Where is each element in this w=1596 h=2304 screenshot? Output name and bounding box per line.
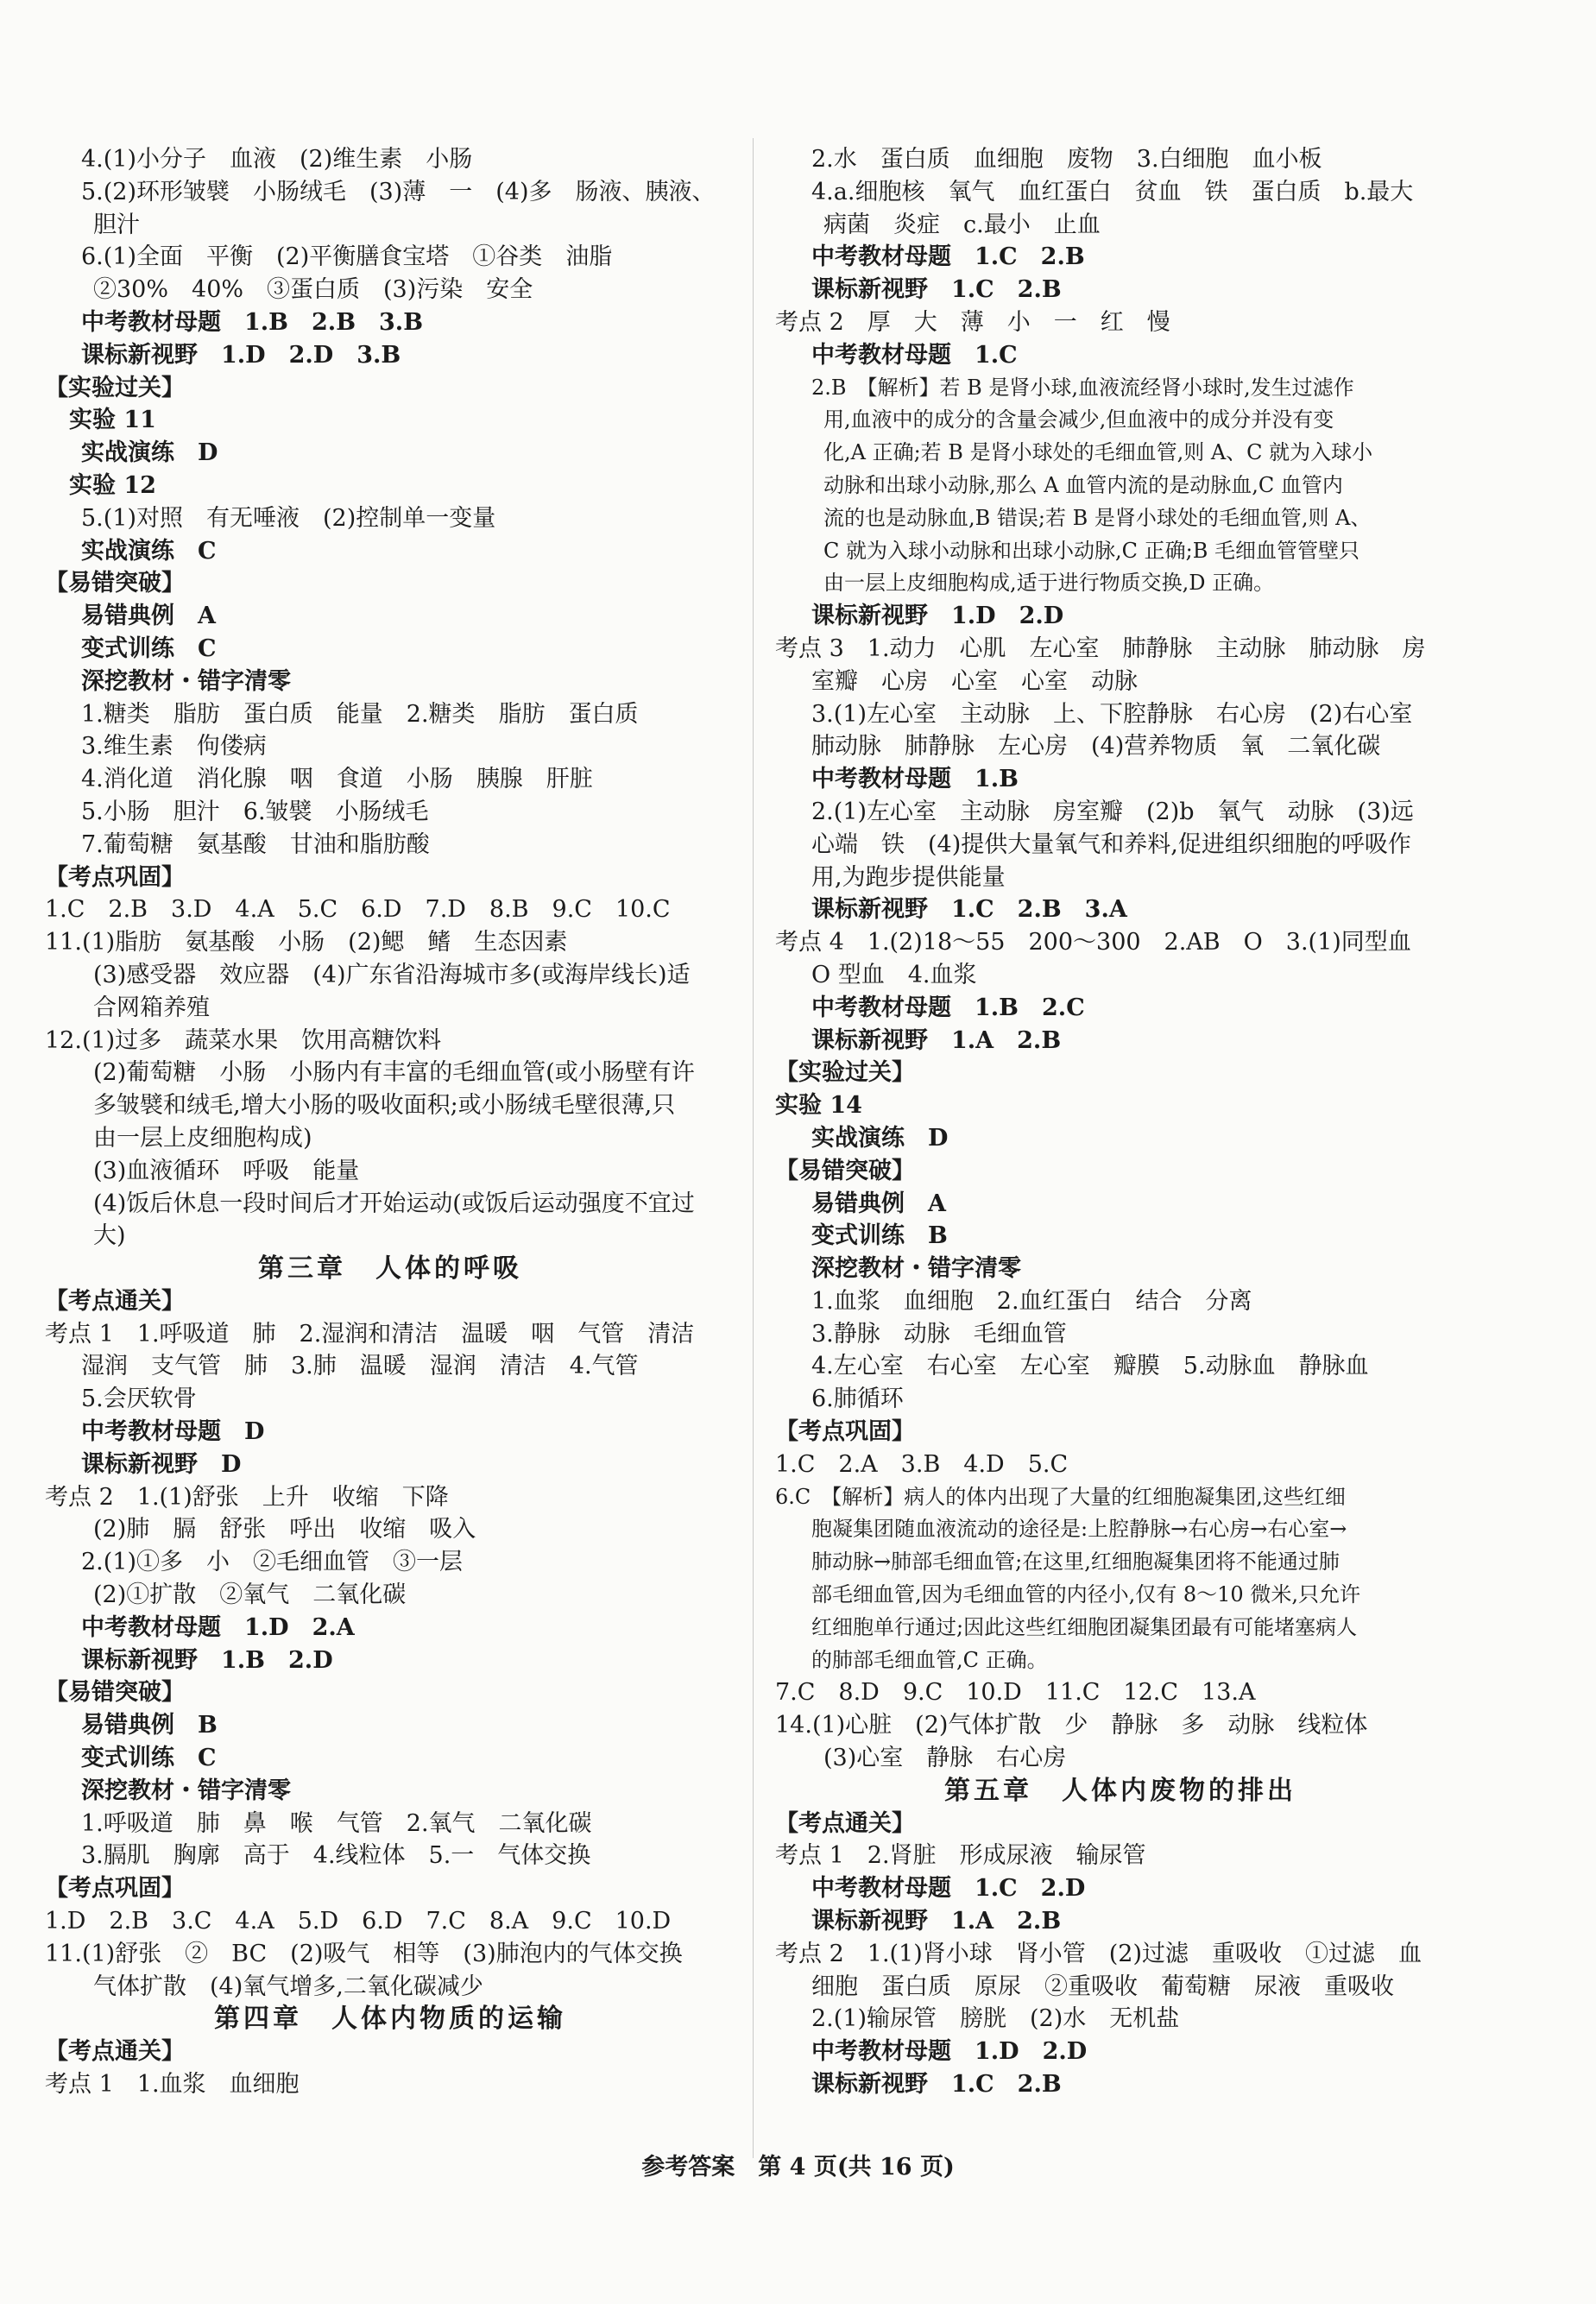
answer-line: 考点 2 厚 大 薄 小 一 红 慢 xyxy=(775,308,1170,336)
section-heading: 变式训练 B xyxy=(811,1222,948,1250)
answer-line: 5.(1)对照 有无唾液 (2)控制单一变量 xyxy=(81,504,496,532)
section-heading: 【易错突破】 xyxy=(775,1157,915,1184)
section-heading: 中考教材母题 1.B 2.B 3.B xyxy=(81,308,424,336)
answer-line: 考点 2 1.(1)肾小球 肾小管 (2)过滤 重吸收 ①过滤 血 xyxy=(775,1940,1423,1967)
answer-line: 室瓣 心房 心室 心室 动脉 xyxy=(811,667,1138,695)
section-heading: 中考教材母题 1.D 2.A xyxy=(81,1613,355,1641)
answer-line: 动脉和出球小动脉,那么 A 血管内流的是动脉血,C 血管内 xyxy=(823,472,1343,497)
answer-line: 考点 1 1.呼吸道 肺 2.湿润和清洁 温暖 咽 气管 清洁 xyxy=(45,1320,695,1348)
section-heading: 中考教材母题 1.C xyxy=(811,341,1018,369)
answer-line: 7.C 8.D 9.C 10.D 11.C 12.C 13.A xyxy=(775,1679,1256,1707)
section-heading: 中考教材母题 1.B xyxy=(811,766,1019,793)
section-heading: 课标新视野 1.B 2.D xyxy=(81,1646,333,1674)
section-heading: 【易错突破】 xyxy=(45,570,185,597)
section-heading: 实验 14 xyxy=(775,1092,862,1120)
section-heading: 课标新视野 1.D 2.D xyxy=(811,603,1064,630)
answer-line: (2)肺 膈 舒张 呼出 收缩 吸入 xyxy=(93,1516,476,1543)
answer-line: 6.肺循环 xyxy=(811,1386,904,1413)
section-heading: 实验 12 xyxy=(69,471,156,499)
answer-line: 红细胞单行通过;因此这些红细胞团凝集团最有可能堵塞病人 xyxy=(811,1614,1358,1639)
section-heading: 实战演练 D xyxy=(811,1124,949,1152)
section-heading: 中考教材母题 D xyxy=(81,1418,265,1446)
answer-line: 病菌 炎症 c.最小 止血 xyxy=(823,211,1101,238)
answer-line: 5.小肠 胆汁 6.皱襞 小肠绒毛 xyxy=(81,798,429,825)
answer-line: 6.C 【解析】病人的体内出现了大量的红细胞凝集团,这些红细 xyxy=(775,1484,1346,1509)
answer-line: 3.膈肌 胸廓 高于 4.线粒体 5.一 气体交换 xyxy=(81,1842,591,1870)
answer-line: 流的也是动脉血,B 错误;若 B 是肾小球处的毛细血管,则 A、 xyxy=(823,505,1372,530)
answer-line: 1.糖类 脂肪 蛋白质 能量 2.糖类 脂肪 蛋白质 xyxy=(81,700,639,728)
section-heading: 课标新视野 1.C 2.B xyxy=(811,2071,1062,2099)
section-heading: 【实验过关】 xyxy=(775,1059,915,1087)
section-heading: 实验 11 xyxy=(69,407,156,434)
answer-line: 用,为跑步提供能量 xyxy=(811,863,1006,891)
section-heading: 【考点通关】 xyxy=(45,2038,185,2066)
answer-line: 12.(1)过多 蔬菜水果 饮用高糖饮料 xyxy=(45,1026,442,1054)
answer-line: 的肺部毛细血管,C 正确。 xyxy=(811,1647,1048,1672)
answer-line: 考点 1 2.肾脏 形成尿液 输尿管 xyxy=(775,1842,1146,1870)
answer-line: 3.静脉 动脉 毛细血管 xyxy=(811,1320,1067,1348)
section-heading: 课标新视野 1.A 2.B xyxy=(811,1908,1062,1935)
section-heading: 课标新视野 1.C 2.B 3.A xyxy=(811,896,1127,924)
answer-line: 11.(1)脂肪 氨基酸 小肠 (2)鳃 鳍 生态因素 xyxy=(45,929,568,956)
answer-line: (3)感受器 效应器 (4)广东省沿海城市多(或海岸线长)适 xyxy=(93,961,691,988)
section-heading: 【考点巩固】 xyxy=(45,863,185,891)
answer-line: 肺动脉→肺部毛细血管;在这里,红细胞凝集团将不能通过肺 xyxy=(811,1550,1340,1575)
answer-line: 5.(2)环形皱襞 小肠绒毛 (3)薄 一 (4)多 肠液、胰液、 xyxy=(81,178,716,205)
answer-line: 4.左心室 右心室 左心室 瓣膜 5.动脉血 静脉血 xyxy=(811,1353,1369,1380)
answer-line: 合网箱养殖 xyxy=(93,994,210,1021)
answer-line: ②30% 40% ③蛋白质 (3)污染 安全 xyxy=(93,276,533,304)
answer-line: 1.血浆 血细胞 2.血红蛋白 结合 分离 xyxy=(811,1287,1252,1315)
chapter-title: 第三章 人体的呼吸 xyxy=(258,1253,522,1285)
answer-line: 心端 铁 (4)提供大量氧气和养料,促进组织细胞的呼吸作 xyxy=(811,830,1411,858)
answer-line: 2.水 蛋白质 血细胞 废物 3.白细胞 血小板 xyxy=(811,146,1322,173)
answer-line: 考点 1 1.血浆 血细胞 xyxy=(45,2071,300,2099)
section-heading: 课标新视野 1.D 2.D 3.B xyxy=(81,341,401,369)
answer-line: 1.C 2.B 3.D 4.A 5.C 6.D 7.D 8.B 9.C 10.C xyxy=(45,896,671,924)
answer-line: (4)饭后休息一段时间后才开始运动(或饭后运动强度不宜过 xyxy=(93,1190,695,1217)
section-heading: 变式训练 C xyxy=(81,1745,217,1772)
section-heading: 中考教材母题 1.B 2.C xyxy=(811,994,1085,1021)
answer-line: 化,A 正确;若 B 是肾小球处的毛细血管,则 A、C 就为入球小 xyxy=(823,440,1373,465)
answer-line: (3)血液循环 呼吸 能量 xyxy=(93,1157,360,1184)
answer-line: 气体扩散 (4)氧气增多,二氧化碳减少 xyxy=(93,1973,483,2000)
chapter-title: 第五章 人体内废物的排出 xyxy=(944,1775,1296,1806)
answer-line: 2.(1)输尿管 膀胱 (2)水 无机盐 xyxy=(811,2005,1180,2033)
answer-line: 2.(1)左心室 主动脉 房室瓣 (2)b 氧气 动脉 (3)远 xyxy=(811,798,1414,825)
column-divider xyxy=(753,138,754,2158)
answer-line: 湿润 支气管 肺 3.肺 温暖 湿润 清洁 4.气管 xyxy=(81,1353,639,1380)
answer-line: 7.葡萄糖 氨基酸 甘油和脂肪酸 xyxy=(81,830,430,858)
section-heading: 深挖教材・错字清零 xyxy=(81,667,291,695)
section-heading: 中考教材母题 1.D 2.D xyxy=(811,2038,1088,2066)
answer-line: 考点 2 1.(1)舒张 上升 收缩 下降 xyxy=(45,1483,449,1511)
answer-line: 11.(1)舒张 ② BC (2)吸气 相等 (3)肺泡内的气体交换 xyxy=(45,1940,683,1967)
section-heading: 易错典例 A xyxy=(811,1190,946,1217)
section-heading: 课标新视野 1.A 2.B xyxy=(811,1026,1062,1054)
answer-line: 1.C 2.A 3.B 4.D 5.C xyxy=(775,1450,1069,1478)
page-footer: 参考答案 第 4 页(共 16 页) xyxy=(641,2154,955,2181)
section-heading: 课标新视野 D xyxy=(81,1450,242,1478)
section-heading: 【易错突破】 xyxy=(45,1679,185,1707)
answer-line: 考点 3 1.动力 心肌 左心室 肺静脉 主动脉 肺动脉 房 xyxy=(775,634,1426,662)
answer-line: 4.消化道 消化腺 咽 食道 小肠 胰腺 肝脏 xyxy=(81,766,593,793)
section-heading: 易错典例 B xyxy=(81,1712,218,1739)
answer-line: (2)①扩散 ②氧气 二氧化碳 xyxy=(93,1581,407,1609)
answer-line: 3.(1)左心室 主动脉 上、下腔静脉 右心房 (2)右心室 xyxy=(811,700,1413,728)
answer-line: 由一层上皮细胞构成,适于进行物质交换,D 正确。 xyxy=(823,571,1275,596)
right-column xyxy=(775,143,1466,2101)
answer-line: 部毛细血管,因为毛细血管的内径小,仅有 8～10 微米,只允许 xyxy=(811,1582,1360,1607)
answer-line: O 型血 4.血浆 xyxy=(811,961,977,988)
answer-line: 4.(1)小分子 血液 (2)维生素 小肠 xyxy=(81,146,473,173)
section-heading: 易错典例 A xyxy=(81,603,216,630)
answer-line: C 就为入球小动脉和出球小动脉,C 正确;B 毛细血管管壁只 xyxy=(823,538,1359,563)
answer-line: 细胞 蛋白质 原尿 ②重吸收 葡萄糖 尿液 重吸收 xyxy=(811,1973,1394,2000)
answer-line: 胞凝集团随血液流动的途径是:上腔静脉→右心房→右心室→ xyxy=(811,1517,1347,1542)
section-heading: 【实验过关】 xyxy=(45,374,185,401)
answer-line: 大) xyxy=(93,1222,126,1250)
section-heading: 中考教材母题 1.C 2.D xyxy=(811,1875,1086,1903)
section-heading: 【考点巩固】 xyxy=(45,1875,185,1903)
section-heading: 【考点通关】 xyxy=(775,1809,915,1837)
section-heading: 深挖教材・错字清零 xyxy=(81,1777,291,1804)
left-column xyxy=(45,143,735,2101)
section-heading: 中考教材母题 1.C 2.B xyxy=(811,243,1085,271)
section-heading: 【考点通关】 xyxy=(45,1287,185,1315)
answer-line: 5.会厌软骨 xyxy=(81,1386,197,1413)
section-heading: 课标新视野 1.C 2.B xyxy=(811,276,1062,304)
section-heading: 实战演练 D xyxy=(81,439,218,467)
section-heading: 【考点巩固】 xyxy=(775,1418,915,1446)
answer-line: 2.B 【解析】若 B 是肾小球,血液流经肾小球时,发生过滤作 xyxy=(811,375,1354,400)
answer-line: 1.呼吸道 肺 鼻 喉 气管 2.氧气 二氧化碳 xyxy=(81,1809,592,1837)
section-heading: 实战演练 C xyxy=(81,537,217,565)
answer-line: 4.a.细胞核 氧气 血红蛋白 贫血 铁 蛋白质 b.最大 xyxy=(811,178,1414,205)
answer-line: 2.(1)①多 小 ②毛细血管 ③一层 xyxy=(81,1549,464,1576)
answer-line: 6.(1)全面 平衡 (2)平衡膳食宝塔 ①谷类 油脂 xyxy=(81,243,613,271)
answer-line: 肺动脉 肺静脉 左心房 (4)营养物质 氧 二氧化碳 xyxy=(811,733,1381,761)
section-heading: 变式训练 C xyxy=(81,634,217,662)
answer-line: 由一层上皮细胞构成) xyxy=(93,1124,312,1152)
answer-line: (2)葡萄糖 小肠 小肠内有丰富的毛细血管(或小肠壁有许 xyxy=(93,1059,695,1087)
answer-line: 3.维生素 佝偻病 xyxy=(81,733,267,761)
answer-line: 考点 4 1.(2)18～55 200～300 2.AB O 3.(1)同型血 xyxy=(775,929,1411,956)
answer-line: (3)心室 静脉 右心房 xyxy=(823,1745,1067,1772)
answer-line: 14.(1)心脏 (2)气体扩散 少 静脉 多 动脉 线粒体 xyxy=(775,1712,1368,1739)
answer-line: 多皱襞和绒毛,增大小肠的吸收面积;或小肠绒毛壁很薄,只 xyxy=(93,1092,676,1120)
chapter-title: 第四章 人体内物质的运输 xyxy=(214,2004,566,2035)
answer-line: 胆汁 xyxy=(93,211,140,238)
answer-line: 用,血液中的成分的含量会减少,但血液中的成分并没有变 xyxy=(823,407,1334,432)
section-heading: 深挖教材・错字清零 xyxy=(811,1255,1021,1283)
answer-line: 1.D 2.B 3.C 4.A 5.D 6.D 7.C 8.A 9.C 10.D xyxy=(45,1908,672,1935)
